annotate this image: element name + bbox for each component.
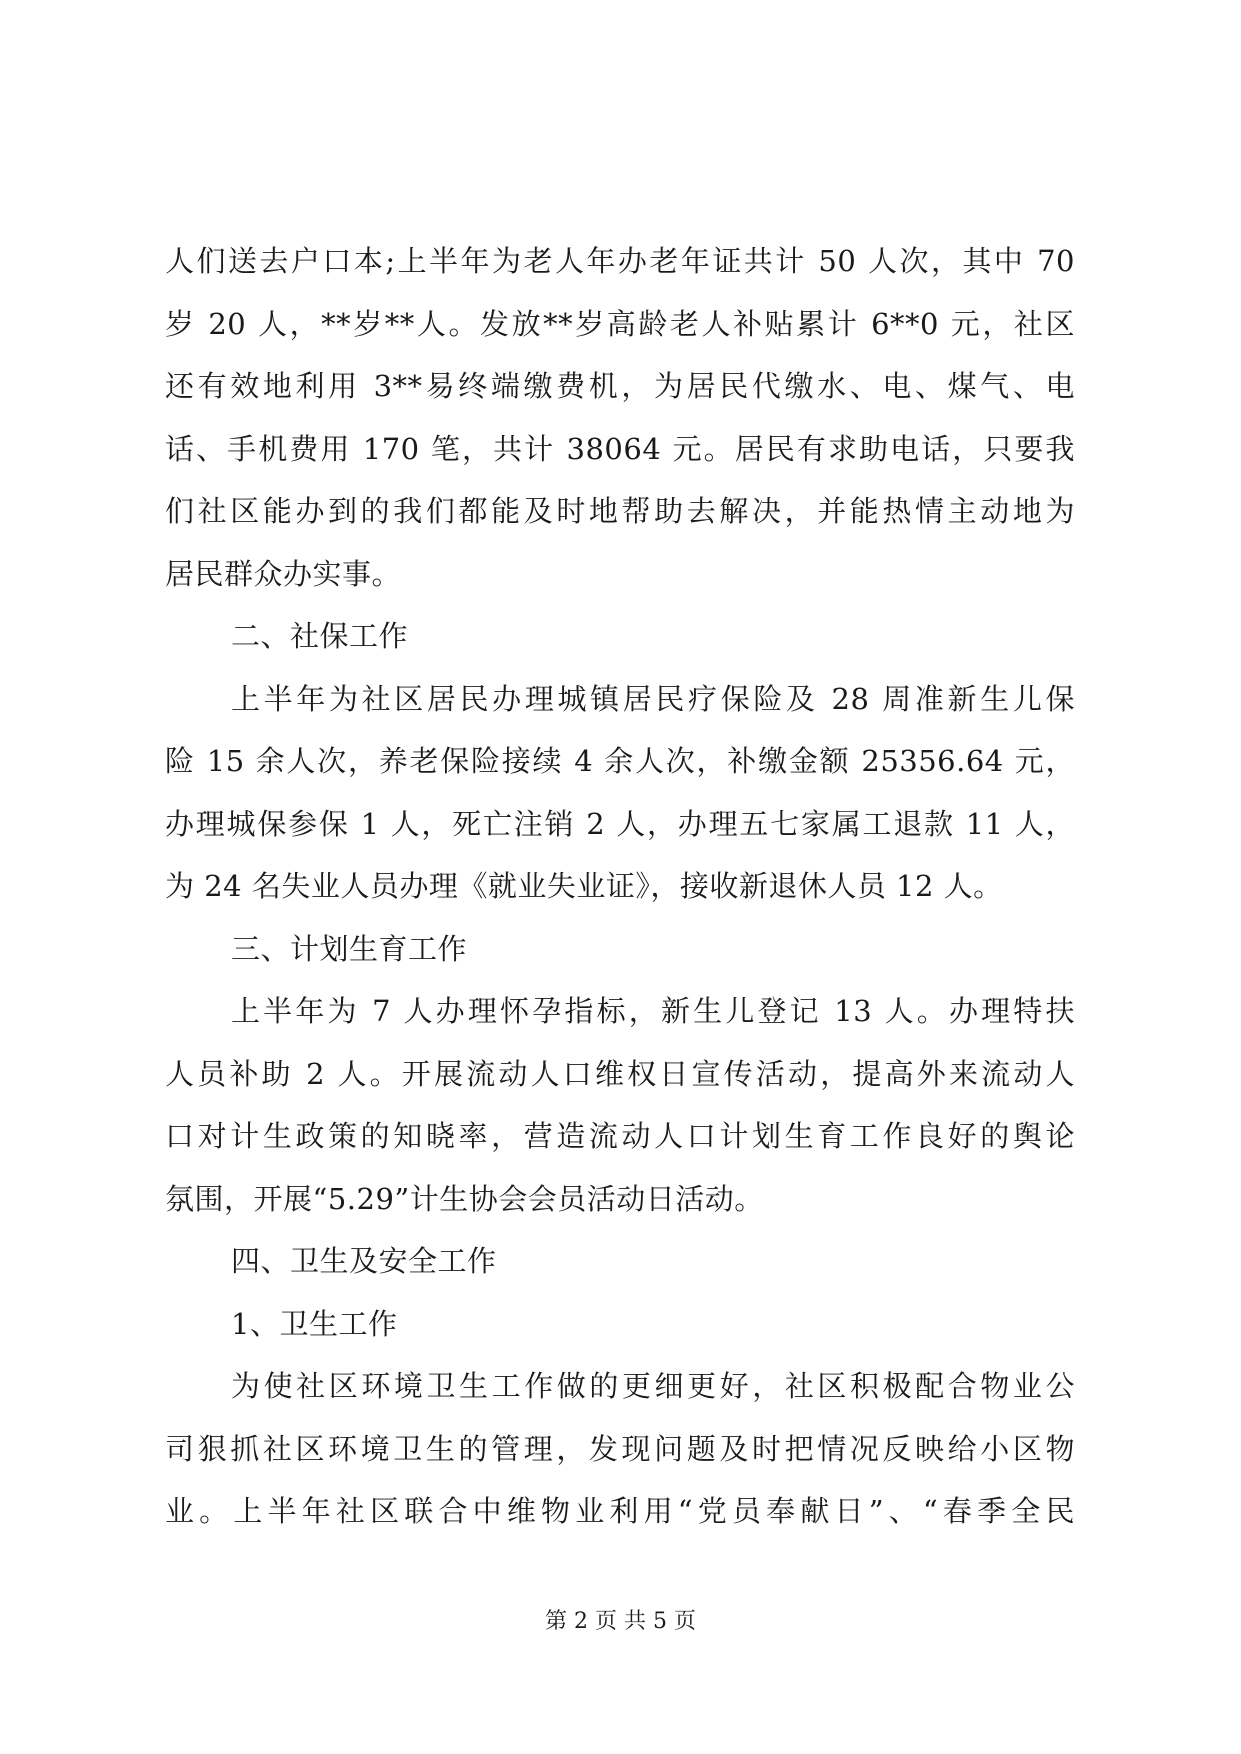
paragraph-line: 人们送去户口本;上半年为老人年办老年证共计 50 人次，其中 70 bbox=[165, 244, 1075, 278]
section-heading: 三、计划生育工作 bbox=[231, 931, 468, 966]
paragraph-line: 险 15 余人次，养老保险接续 4 余人次，补缴金额 25356.64 元， bbox=[165, 744, 1075, 778]
paragraph-line: 人员补助 2 人。开展流动人口维权日宣传活动，提高外来流动人 bbox=[165, 1056, 1075, 1091]
paragraph-line: 话、手机费用 170 笔，共计 38064 元。居民有求助电话，只要我 bbox=[165, 431, 1075, 466]
paragraph-line: 氛围，开展“5.29”计生协会会员活动日活动。 bbox=[165, 1181, 764, 1216]
section-heading: 二、社保工作 bbox=[231, 619, 409, 653]
paragraph-line: 岁 20 人，**岁**人。发放**岁高龄老人补贴累计 6**0 元，社区 bbox=[165, 306, 1075, 341]
section-heading: 四、卫生及安全工作 bbox=[231, 1244, 497, 1278]
paragraph-line: 还有效地利用 3**易终端缴费机，为居民代缴水、电、煤气、电 bbox=[165, 369, 1075, 403]
document-body bbox=[165, 230, 1075, 1543]
paragraph-line: 业。上半年社区联合中维物业利用“党员奉献日”、“春季全民 bbox=[165, 1494, 1075, 1528]
subsection-heading: 1、卫生工作 bbox=[231, 1306, 398, 1341]
paragraph-line: 居民群众办实事。 bbox=[165, 556, 402, 591]
paragraph-line: 们社区能办到的我们都能及时地帮助去解决，并能热情主动地为 bbox=[165, 494, 1075, 528]
page-footer: 第 2 页 共 5 页 bbox=[545, 1609, 696, 1634]
paragraph-line: 司狠抓社区环境卫生的管理，发现问题及时把情况反映给小区物 bbox=[165, 1431, 1075, 1466]
paragraph-line: 为 24 名失业人员办理《就业失业证》，接收新退休人员 12 人。 bbox=[165, 869, 1003, 903]
paragraph-line: 为使社区环境卫生工作做的更细更好，社区积极配合物业公 bbox=[231, 1369, 1075, 1403]
paragraph-line: 上半年为 7 人办理怀孕指标，新生儿登记 13 人。办理特扶 bbox=[231, 994, 1075, 1028]
paragraph-line: 办理城保参保 1 人，死亡注销 2 人，办理五七家属工退款 11 人， bbox=[165, 806, 1075, 841]
paragraph-line: 口对计生政策的知晓率，营造流动人口计划生育工作良好的舆论 bbox=[165, 1119, 1075, 1153]
paragraph-line: 上半年为社区居民办理城镇居民疗保险及 28 周准新生儿保 bbox=[231, 681, 1075, 716]
